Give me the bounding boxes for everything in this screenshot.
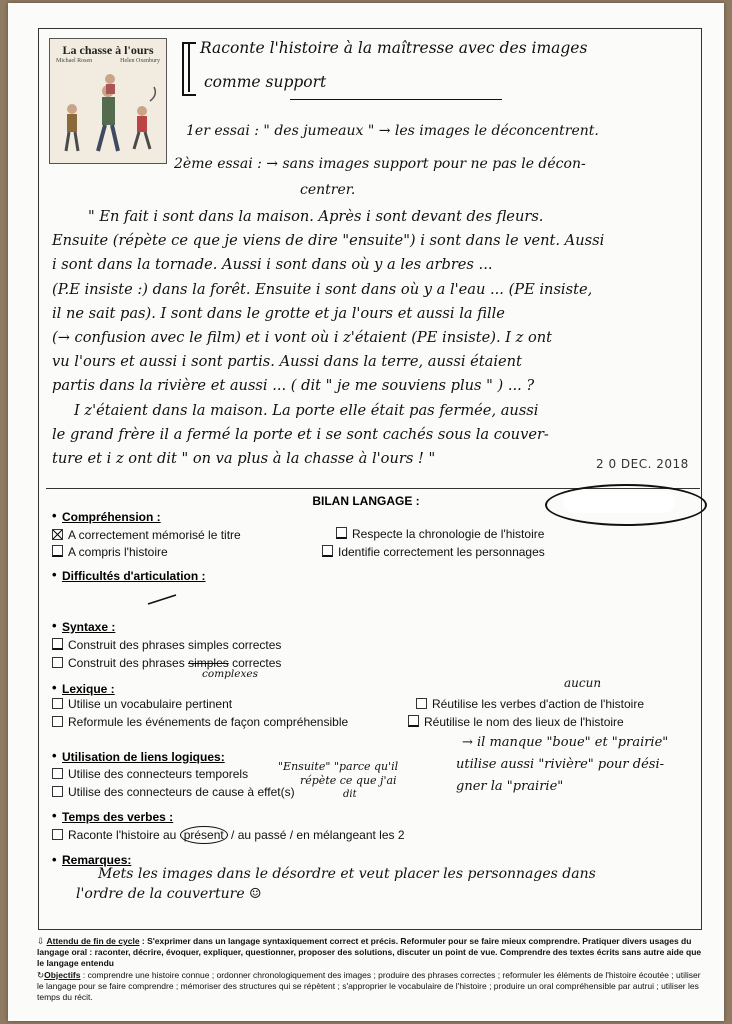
date-stamp: 2 0 DEC. 2018 [596, 457, 689, 471]
item-label: Utilise des connecteurs temporels [68, 767, 249, 781]
item-raconte [52, 828, 405, 842]
section-temps: Temps des verbes : [62, 810, 174, 824]
item-label: / au passé / en mélangeant les 2 [227, 828, 405, 842]
checkbox-empty[interactable] [52, 698, 63, 709]
section-liens: Utilisation de liens logiques: [62, 750, 225, 764]
item-cause [52, 785, 295, 799]
bullet: • [52, 852, 57, 867]
item-chrono [336, 527, 544, 541]
cycle-icon: ⇩ [37, 936, 45, 946]
item-label: Reformule les événements de façon compréhensible [68, 715, 349, 729]
remarque-line-1: Mets les images dans le désordre et veut placer les personnages dans [98, 866, 596, 882]
section-articulation: Difficultés d'articulation : [62, 569, 206, 583]
item-reformule [52, 715, 348, 729]
annotation-repete: répète ce que j'ai [300, 774, 397, 787]
book-cover-illustrator: Helen Oxenbury [120, 58, 160, 64]
attendu-text: : S'exprimer dans un langage syntaxiquement correct et précis. Reformuler pour se faire mieux comprendre. Pratiquer divers usages du langage oral : raconter, décrire, évoquer, expliquer, questionner, proposer des solutions, discuter un point de vue. Comprendre des textes écrits sans autre aide que le langage entendu [37, 936, 702, 968]
item-verbes [416, 697, 644, 711]
section-comprehension: Compréhension : [62, 510, 161, 524]
item-label: A compris l'histoire [68, 545, 168, 559]
checkbox-checked[interactable] [52, 545, 63, 557]
book-cover-image [49, 38, 167, 164]
checkbox-checked[interactable] [336, 527, 347, 539]
bullet: • [52, 808, 57, 823]
essai-2-line2: centrer. [300, 182, 356, 198]
essai-1: 1er essai : " des jumeaux " → les images le déconcentrent. [186, 123, 599, 139]
item-label: correctes [228, 656, 282, 670]
checkbox-checked[interactable] [322, 545, 333, 557]
transcript-line: (→ confusion avec le film) et i vont où i z'étaient (PE insiste). I z ont [52, 329, 552, 347]
circled-present: présent [180, 826, 228, 844]
transcript-line: vu l'ours et aussi i sont partis. Aussi dans la terre, aussi étaient [52, 353, 522, 371]
item-label: A correctement mémorisé le titre [68, 528, 241, 542]
transcript-line: I z'étaient dans la maison. La porte elle était pas fermée, aussi [74, 401, 539, 419]
checkbox-empty[interactable] [52, 829, 63, 840]
item-label: Raconte l'histoire au [68, 828, 180, 842]
annotation-dit: dit [343, 789, 357, 800]
attendu-label: Attendu de fin de cycle [46, 936, 140, 946]
annotation-manque-1: → il manque "boue" et "prairie" [462, 735, 669, 750]
item-label: Identifie correctement les personnages [338, 545, 545, 559]
dash-mark [146, 592, 180, 606]
book-cover-title: La chasse à l'ours [62, 43, 154, 57]
footer-objectifs [37, 970, 707, 1003]
struck-word: simples [188, 656, 229, 670]
transcript-line: i sont dans la tornade. Aussi i sont dans où y a les arbres ... [52, 256, 493, 274]
transcript-line: ture et i z ont dit " on va plus à la chasse à l'ours ! " [52, 450, 436, 468]
remarque-line-2: l'ordre de la couverture ☺ [76, 886, 262, 902]
checkbox-empty[interactable] [52, 786, 63, 797]
item-label: Utilise un vocabulaire pertinent [68, 697, 233, 711]
book-cover-author: Michael Rosen [56, 58, 93, 64]
transcript-line: Ensuite (répète ce que je viens de dire "ensuite") i sont dans le vent. Aussi [52, 232, 605, 250]
instruction-line2: comme support [204, 73, 327, 91]
item-titre [52, 528, 241, 542]
transcript-line: partis dans la rivière et aussi ... ( dit " je me souviens plus " ) ... ? [52, 377, 535, 395]
item-label: Réutilise le nom des lieux de l'histoire [424, 715, 624, 729]
item-label: Construit des phrases simples correctes [68, 638, 282, 652]
bullet: • [52, 748, 57, 763]
checkbox-checked[interactable] [408, 715, 419, 727]
objectifs-label: Objectifs [44, 970, 81, 980]
item-personnages [322, 545, 545, 559]
bilan-title: BILAN LANGAGE : [312, 494, 420, 508]
checkbox-checked[interactable] [52, 529, 63, 540]
section-lexique: Lexique : [62, 682, 115, 696]
underline-arrow [290, 99, 502, 100]
annotation-ensuite: "Ensuite" "parce qu'il [278, 760, 399, 773]
transcript-line: il ne sait pas). I sont dans le grotte et ja l'ours et aussi la fille [52, 304, 505, 322]
item-label: Utilise des connecteurs de cause à effet(s) [68, 785, 295, 799]
annotation-manque-3: gner la "prairie" [456, 779, 564, 794]
story-transcript [52, 205, 692, 471]
annotation-complexes: complexes [202, 668, 258, 680]
bullet: • [52, 508, 57, 523]
annotation-manque-2: utilise aussi "rivière" pour dési- [456, 757, 664, 772]
book-cover-illustration [50, 39, 166, 163]
section-remarques: Remarques: [62, 853, 132, 867]
item-simples [52, 638, 281, 652]
checkbox-empty[interactable] [52, 657, 63, 668]
annotation-aucun: aucun [564, 676, 602, 690]
item-label: Réutilise les verbes d'action de l'histoire [432, 697, 645, 711]
item-label: Respecte la chronologie de l'histoire [352, 527, 545, 541]
checkbox-checked[interactable] [52, 638, 63, 650]
transcript-line: (P.E insiste :) dans la forêt. Ensuite i sont dans où y a l'eau ... (PE insiste, [52, 280, 593, 298]
essai-2-line1: 2ème essai : → sans images support pour ne pas le décon- [174, 156, 586, 172]
section-syntaxe: Syntaxe : [62, 620, 116, 634]
item-compris [52, 545, 168, 559]
item-label: Construit des phrases [68, 656, 189, 670]
bullet: • [52, 567, 57, 582]
item-temporels [52, 767, 248, 781]
transcript-line: le grand frère il a fermé la porte et i se sont cachés sous la couver- [52, 425, 549, 443]
checkbox-empty[interactable] [52, 716, 63, 727]
instruction-line1: Raconte l'histoire à la maîtresse avec des images [200, 39, 588, 57]
item-lieux [408, 715, 624, 729]
item-vocabulaire [52, 697, 232, 711]
bracket-mark-inner [188, 42, 194, 92]
footer-attendu [37, 936, 707, 969]
objective-icon: ↻ [37, 970, 45, 980]
bullet: • [52, 618, 57, 633]
checkbox-empty[interactable] [52, 768, 63, 779]
circled-name-mark [545, 484, 707, 526]
footer-text [37, 936, 707, 1003]
checkbox-empty[interactable] [416, 698, 427, 709]
objectifs-text: : comprendre une histoire connue ; ordonner chronologiquement des images ; produire des phrases correctes ; reformuler les éléments de l'histoire écoutée ; utiliser le langage pour se faire comprendre ; mémoriser des structures qui se répètent ; s'approprier le vocabulaire de l'histoire ; produire un oral compréhensible par autrui ; utiliser les temps du récit. [37, 970, 701, 1002]
transcript-line: " En fait i sont dans la maison. Après i sont devant des fleurs. [88, 208, 544, 225]
bullet: • [52, 680, 57, 695]
